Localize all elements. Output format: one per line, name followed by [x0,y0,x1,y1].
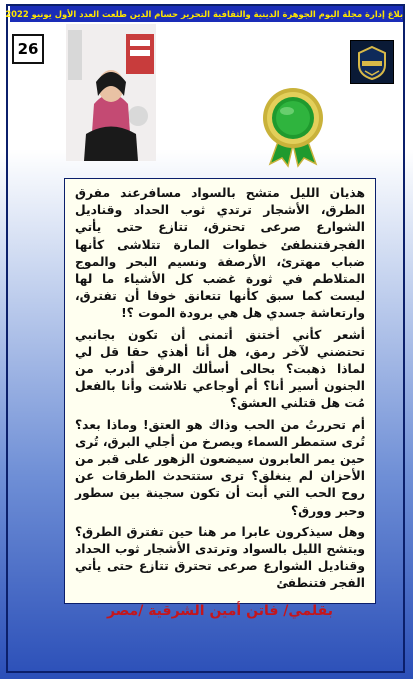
magazine-logo [350,40,394,84]
article-paragraph: أم تحررتُ من الحب وذاك هو العتق! وماذا بعد؟ تُرى ستمطر السماء ويصرخ من أجلي البرق، تُرى حين يمر العابرون سيضعون الزهور على قبر من الأحزان لم ينغلق؟ ترى ستتحدث الطرقات عن روح الحب التي أبت أن تكون سجينة بين سطور وحبر وورق؟ [75,417,365,518]
article-paragraph: أشعر كأني أختنق أتمنى أن تكون بجانبي تحتضني لآخر رمق، هل أنا أهذي حقا قل لي لماذا ذهبت؟ بحالى أسألك الرفق أدرب من الجنون أسير أنا؟ أم أوجاعي تلاشت وأنا بالفعل مُت هل قتلني العشق؟ [75,327,365,411]
header-banner: بلاغ إدارة مجلة اليوم الجوهرة الدينية والثقافية التحرير حسام الدين طلعت العدد الأول يونيو 2022 [10,6,403,22]
page-number: 26 [12,34,44,64]
article-paragraph: وهل سيذكرون عابرا مر هنا حين تفترق الطرق؟ ويتشح الليل بالسواد وترتدى الأشجار ثوب الحداد وقناديل الشوارع صرعى تحترق تتازع حتى يأتي الفجر فتنطفئ [75,524,365,591]
ribbon-badge-icon [258,86,328,166]
author-signature: بقلمي/ فاتن أمين الشرقية /مصر [107,602,333,619]
article-paragraph: هذيان الليل متشح بالسواد مسافرعند مفرق الطرق، الأشجار ترتدي ثوب الحداد وقناديل الشوارع صرعى تحترق، تتازع حتى يأتي الفجرفتنطفئ خطوات المارة تتلاشى كأنها ضباب مهترئ، الأرصفة ونسيم البحر والموج المتلاطم في ثورة غضب كل الأشياء ما لها ليست كما سبق كأنها تتعانق خوفا أن تفترق، وارتعاشة جسدي هل هي برودة الموت ؟! [75,186,365,321]
article-box [64,178,376,619]
author-photo [66,24,156,161]
